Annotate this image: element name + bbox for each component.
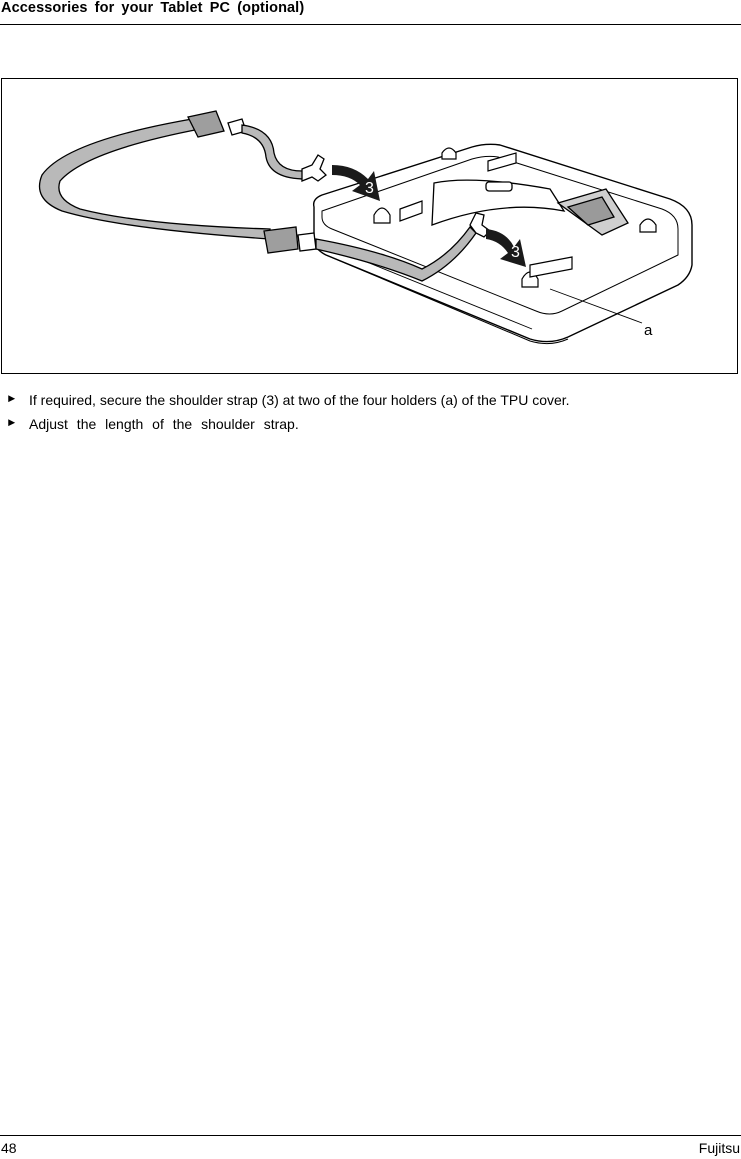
header-divider [0,24,741,25]
instruction-text: If required, secure the shoulder strap (3) at two of the four holders (a) of the TPU cover. [29,392,570,408]
page-header-title: Accessories for your Tablet PC (optional) [1,0,305,16]
footer-divider [0,1135,741,1136]
footer-brand: Fujitsu [698,1140,740,1156]
holder-top [442,148,456,159]
callout-holder: a [644,322,653,339]
tpu-cover-drawing [2,79,739,375]
shoulder-strap-illustration [1,78,738,374]
callout-strap-upper: 3 [365,180,374,197]
page-number: 48 [1,1140,17,1156]
bullet-arrow-icon: ► [6,393,18,405]
bullet-arrow-icon: ► [6,417,18,429]
instruction-text: Adjust the length of the shoulder strap. [29,416,299,432]
callout-strap-lower: 3 [511,244,520,261]
